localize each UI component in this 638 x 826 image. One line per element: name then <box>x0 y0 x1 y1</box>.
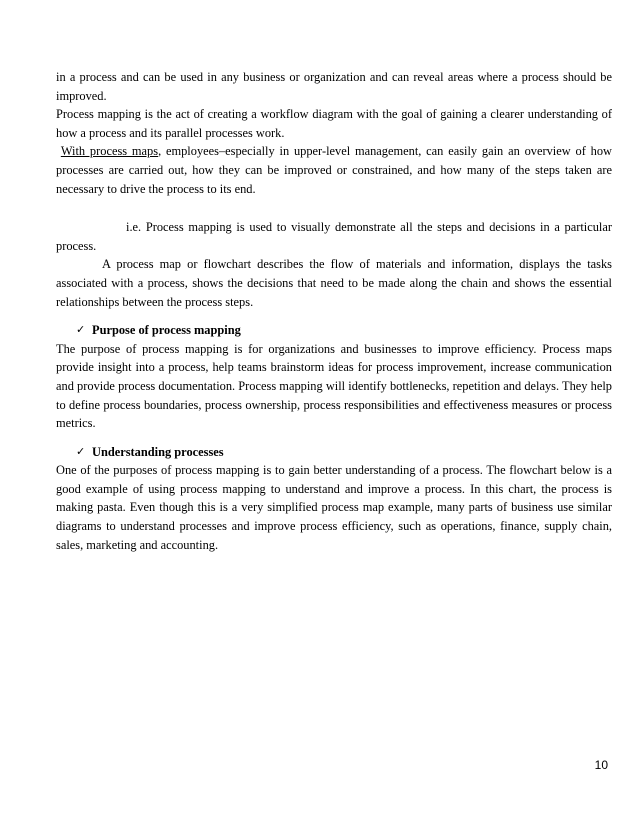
spacer <box>56 198 612 218</box>
section-heading-label: Understanding processes <box>92 444 224 459</box>
section-heading-understanding <box>56 443 612 462</box>
paragraph-overview-text: , employees–especially in upper-level management, can easily gain an overview of how processes are carried out, how they can be improved or constrained, and how many of the steps taken are necessary to drive the process to its end. <box>56 144 612 196</box>
page-number: 10 <box>594 758 608 772</box>
spacer <box>56 311 612 321</box>
section-heading-purpose <box>56 321 612 340</box>
paragraph-overview <box>56 142 612 198</box>
process-maps-link[interactable]: With process maps <box>60 144 159 159</box>
section-body-purpose: The purpose of process mapping is for organizations and businesses to improve efficiency. Process maps provide insight into a process, help teams brainstorm ideas for process improvement, increase communication and provide process documentation. Process mapping will identify bottlenecks, repetition and delays. They help to define process boundaries, process ownership, process responsibilities and effectiveness measures or process metrics. <box>56 341 612 431</box>
spacer <box>56 433 612 443</box>
paragraph-ie: i.e. Process mapping is used to visually demonstrate all the steps and decisions in a particular process. <box>56 220 612 253</box>
paragraph-definition: Process mapping is the act of creating a workflow diagram with the goal of gaining a clearer understanding of how a process and its parallel processes work. <box>56 107 612 140</box>
section-body-understanding: One of the purposes of process mapping is to gain better understanding of a process. The flowchart below is a good example of using process mapping to understand and improve a process. In this chart, the process is making pasta. Even though this is a very simplified process map example, many parts of business use similar diagrams to understand processes and improve process efficiency, such as operations, finance, supply chain, sales, marketing and accounting. <box>56 463 612 552</box>
document-page <box>56 68 612 554</box>
paragraph-flowchart: A process map or flowchart describes the flow of materials and information, displays the tasks associated with a process, shows the decisions that need to be made along the chain and shows the essential relationships between the process steps. <box>56 257 612 309</box>
checkmark-icon: ✓ <box>76 323 86 337</box>
section-heading-label: Purpose of process mapping <box>92 323 241 338</box>
paragraph-intro: in a process and can be used in any business or organization and can reveal areas where a process should be improved. <box>56 70 612 103</box>
checkmark-icon: ✓ <box>76 444 86 458</box>
